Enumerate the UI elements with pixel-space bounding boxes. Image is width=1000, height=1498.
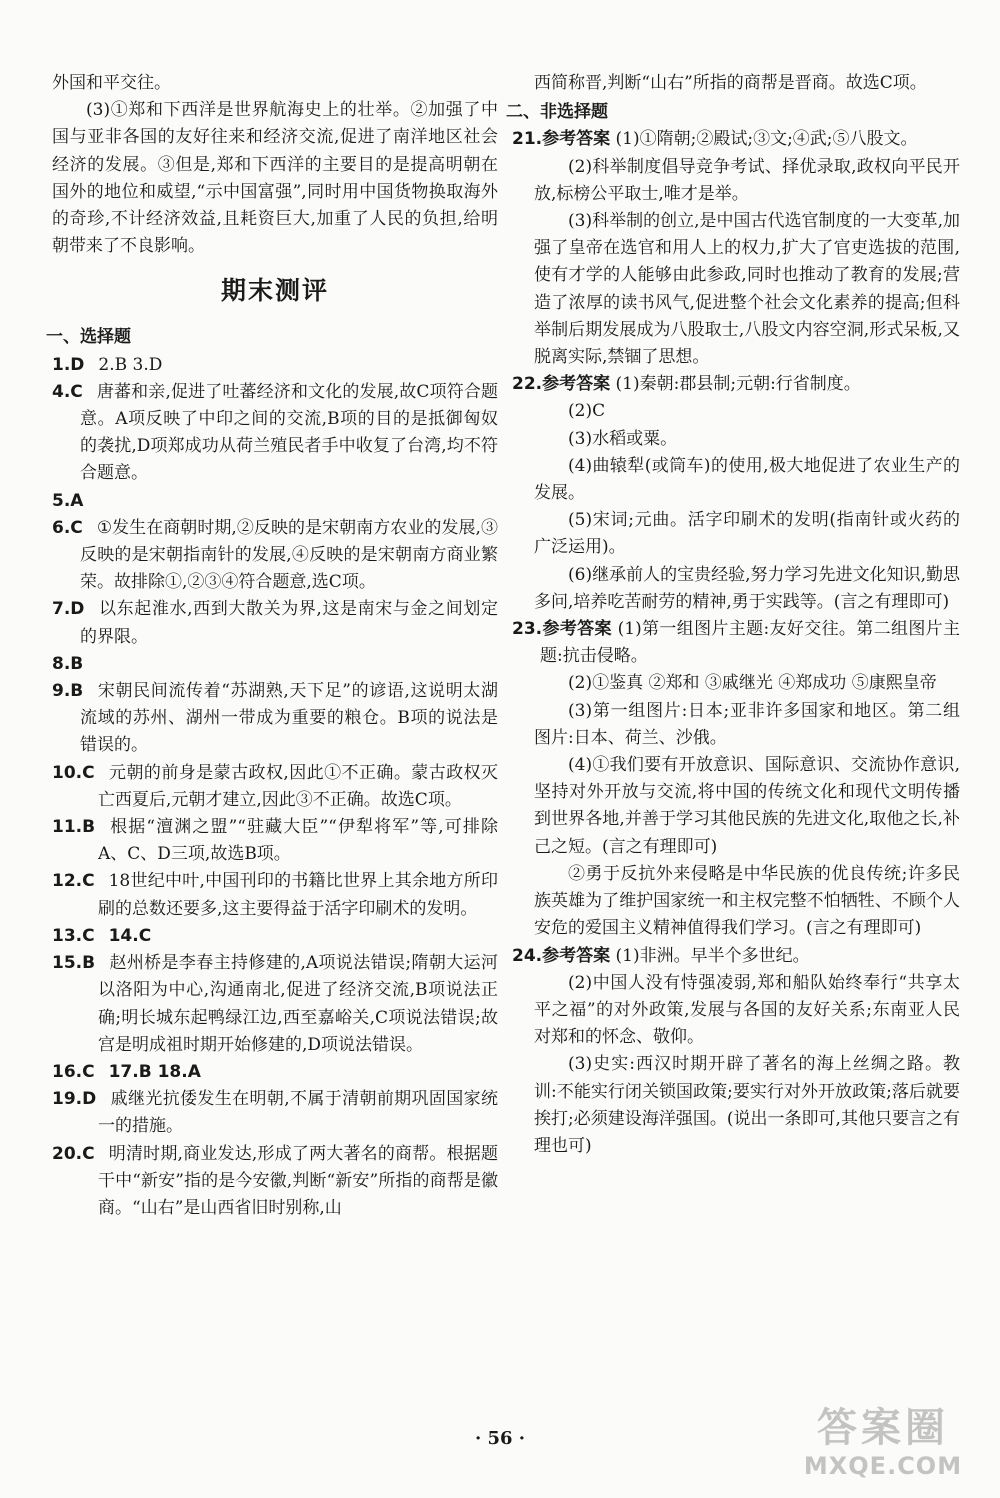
- choice-item: [52, 868, 498, 922]
- watermark-logo-text: 答案圈: [817, 1405, 949, 1451]
- answer-paragraph: (2)①鉴真 ②郑和 ③戚继光 ④郑成功 ⑤康熙皇帝: [568, 673, 937, 694]
- item-number: 1.D: [52, 354, 85, 375]
- answer-paragraph: (6)继承前人的宝贵经验,努力学习先进文化知识,勤思多问,培养吃苦耐劳的精神,勇于实践等。(言之有理即可): [534, 564, 960, 612]
- answer-text: (1)①隋朝;②殿试;③文;④武;⑤八股文。: [615, 129, 918, 150]
- answer-paragraph: (4)①我们要有开放意识、国际意识、交流协作意识,坚持对外开放与交流,将中国的传统文化和现代文明传播到世界各地,并善于学习其他民族的先进文化,取他之长,补己之短。(言之有理即可): [534, 755, 960, 857]
- section-heading-choice: 一、选择题: [46, 327, 131, 348]
- answer-label: 参考答案: [542, 945, 611, 966]
- choice-item: [52, 950, 498, 1059]
- answer-paragraph: (5)宋词;元曲。活字印刷术的发明(指南针或火药的广泛运用)。: [534, 510, 960, 558]
- choice-item: [52, 651, 498, 678]
- item-number: 8.B: [52, 653, 84, 674]
- answer-24: [512, 943, 960, 1161]
- answer-number: 24.: [512, 945, 543, 966]
- item-number: 20.C: [52, 1143, 95, 1164]
- item-text: 2.B 3.D: [98, 354, 163, 375]
- intro-line-2: (3)①郑和下西洋是世界航海史上的壮举。②加强了中国与亚非各国的友好往来和经济交流,促进了南洋地区社会经济的发展。③但是,郑和下西洋的主要目的是提高明朝在国外的地位和威望,“示中国富强”,同时用中国货物换取海外的奇珍,不计经济效益,且耗资巨大,加重了人民的负担,给明朝带来了不良影响。: [52, 100, 498, 257]
- item-text: 以东起淮水,西到大散关为界,这是南宋与金之间划定的界限。: [80, 599, 498, 647]
- item-text: 元朝的前身是蒙古政权,因此①不正确。蒙古政权灭亡西夏后,元朝才建立,因此③不正确。故选C项。: [98, 762, 498, 810]
- choice-item: [52, 678, 498, 760]
- watermark-logo: [788, 1404, 978, 1488]
- intro-line-1: 外国和平交往。: [52, 73, 171, 93]
- answer-first-line: [512, 943, 960, 970]
- answer-paragraph: (2)C: [568, 401, 606, 422]
- answer-paragraph: (4)曲辕犁(或筒车)的使用,极大地促进了农业生产的发展。: [534, 455, 960, 504]
- item-number: 15.B: [52, 953, 96, 974]
- choice-item: [52, 1059, 498, 1086]
- section-heading-nonchoice: 二、非选择题: [506, 102, 608, 123]
- item-number: 5.A: [52, 490, 84, 511]
- choice-list: [52, 352, 498, 1223]
- choice-item: [52, 1141, 498, 1223]
- choice-item: [52, 488, 498, 515]
- watermark-url: MXQE.COM: [803, 1452, 963, 1480]
- choice-item: [52, 923, 498, 950]
- answer-paragraph: (3)第一组图片:日本;亚非许多国家和地区。第二组图片:日本、荷兰、沙俄。: [534, 700, 960, 748]
- item-number: 9.B: [52, 681, 84, 702]
- item-number: 16.C: [52, 1061, 95, 1082]
- answer-paragraph: ②勇于反抗外来侵略是中华民族的优良传统;许多民族英雄为了维护国家统一和主权完整不怕牺牲、不顾个人安危的爱国主义精神值得我们学习。(言之有理即可): [534, 863, 960, 939]
- item-number: 11.B: [52, 817, 96, 838]
- answer-number: 23.: [512, 619, 543, 640]
- item-text: 唐蕃和亲,促进了吐蕃经济和文化的发展,故C项符合题意。A项反映了中印之间的交流,B项的目的是抵御匈奴的袭扰,D项郑成功从荷兰殖民者手中收复了台湾,均不符合题意。: [80, 381, 498, 484]
- answer-paragraph: (2)中国人没有恃强凌弱,郑和船队始终奉行“共享太平之福”的对外政策,发展与各国的友好关系;东南亚人民对郑和的怀念、敬仰。: [534, 972, 960, 1048]
- answer-first-line: [512, 126, 960, 153]
- item-text: 宋朝民间流传着“苏湖熟,天下足”的谚语,这说明太湖流域的苏州、湖州一带成为重要的粮仓。B项的说法是错误的。: [80, 681, 498, 756]
- answer-text: (1)第一组图片主题:友好交往。第二组图片主题:抗击侵略。: [540, 619, 961, 667]
- answer-label: 参考答案: [542, 374, 611, 395]
- answer-23: [512, 616, 960, 942]
- answer-paragraph: (3)史实:西汉时期开辟了著名的海上丝绸之路。教训:不能实行闭关锁国政策;要实行对外开放政策;落后就要挨打;必须建设海洋强国。(说出一条即可,其他只要言之有理也可): [534, 1054, 960, 1156]
- choice-item: [52, 515, 498, 597]
- item-text: ①发生在商朝时期,②反映的是宋朝南方农业的发展,③反映的是宋朝指南针的发展,④反映的是宋朝南方商业繁荣。故排除①,②③④符合题意,选C项。: [80, 517, 498, 593]
- choice-item: [52, 814, 498, 868]
- right-column: [506, 70, 961, 1160]
- answer-number: 22.: [512, 374, 543, 395]
- left-column: [46, 70, 498, 1222]
- answer-text: (1)非洲。早半个多世纪。: [615, 945, 810, 966]
- section-title: 期末测评: [220, 276, 329, 306]
- choice-item: [52, 596, 498, 650]
- item-text: 明清时期,商业发达,形成了两大著名的商帮。根据题干中“新安”指的是今安徽,判断“新安”所指的商帮是徽商。“山右”是山西省旧时别称,山: [98, 1143, 498, 1218]
- answer-21: [512, 126, 960, 371]
- item-number: 19.D: [52, 1089, 97, 1110]
- answer-first-line: [512, 371, 960, 398]
- item-number: 10.C: [52, 762, 95, 783]
- item-text: 18世纪中叶,中国刊印的书籍比世界上其余地方所印刷的总数还要多,这主要得益于活字印刷术的发明。: [98, 871, 498, 919]
- choice-item: [52, 760, 498, 814]
- answer-text: (1)秦朝:郡县制;元朝:行省制度。: [615, 374, 861, 395]
- item-number: 7.D: [52, 599, 85, 620]
- answer-number: 21.: [512, 129, 543, 150]
- answer-paragraph: (2)科举制度倡导竞争考试、择优录取,政权向平民开放,标榜公平取士,唯才是举。: [534, 156, 960, 204]
- choice-item: [52, 1086, 498, 1140]
- answer-22: [512, 371, 960, 616]
- choice-item: [52, 379, 498, 488]
- continuation-text: 西简称晋,判断“山右”所指的商帮是晋商。故选C项。: [534, 73, 927, 93]
- item-text: 根据“澶渊之盟”“驻藏大臣”“伊犁将军”等,可排除A、C、D三项,故选B项。: [98, 817, 498, 865]
- answer-label: 参考答案: [542, 129, 611, 150]
- item-number: 4.C: [52, 381, 83, 402]
- choice-item: [52, 352, 498, 379]
- answer-paragraph: (3)水稻或粟。: [568, 428, 678, 449]
- item-text: 14.C: [108, 925, 152, 946]
- answer-label: 参考答案: [542, 619, 612, 640]
- item-text: 赵州桥是李春主持修建的,A项说法错误;隋朝大运河以洛阳为中心,沟通南北,促进了经济交流,B项说法正确;明长城东起鸭绿江边,西至嘉峪关,C项说法错误;故宫是明成祖时期开始修建的,D项说法错误。: [98, 953, 498, 1055]
- answer-first-line: [512, 616, 960, 670]
- answer-paragraph: (3)科举制的创立,是中国古代选官制度的一大变革,加强了皇帝在选官和用人上的权力,扩大了官吏选拔的范围,使有才学的人能够由此参政,同时也推动了教育的发展;营造了浓厚的读书风气,促进整个社会文化素养的提高;但科举制后期发展成为八股取士,八股文内容空洞,形式呆板,又脱离实际,禁锢了思想。: [534, 211, 960, 368]
- item-text: 17.B 18.A: [108, 1061, 201, 1082]
- item-text: 戚继光抗倭发生在明朝,不属于清朝前期巩固国家统一的措施。: [98, 1089, 498, 1137]
- item-number: 12.C: [52, 871, 95, 892]
- item-number: 6.C: [52, 517, 83, 538]
- page-number: · 56 ·: [474, 1428, 526, 1449]
- item-number: 13.C: [52, 925, 95, 946]
